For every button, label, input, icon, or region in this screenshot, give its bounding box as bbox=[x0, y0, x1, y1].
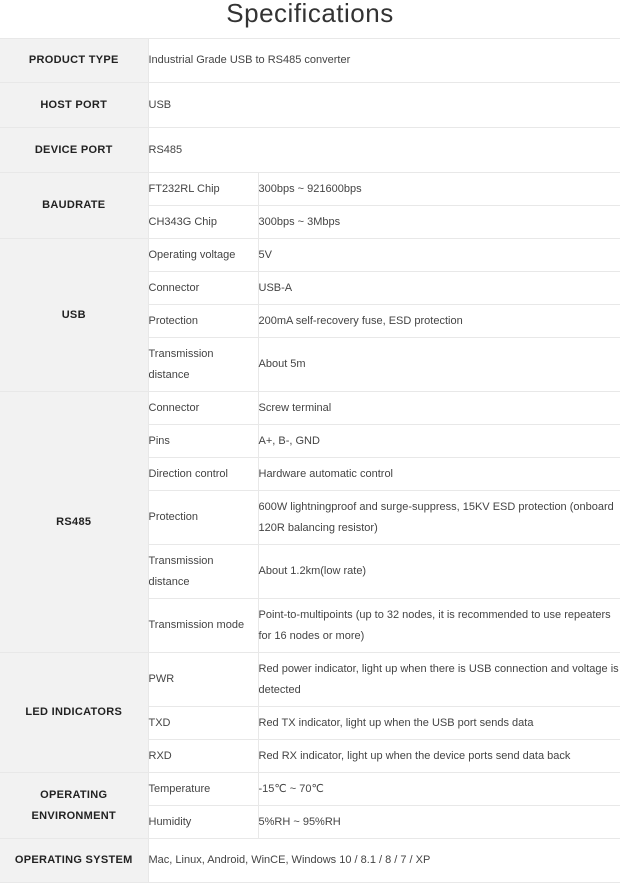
baudrate-sub-label: FT232RL Chip bbox=[148, 173, 258, 206]
rs485-sub-label: Transmission mode bbox=[148, 599, 258, 653]
environment-sub-label: Humidity bbox=[148, 806, 258, 839]
rs485-value: 600W lightningproof and surge-suppress, 15KV ESD protection (onboard 120R balancing resistor) bbox=[258, 491, 620, 545]
environment-value: -15℃ ~ 70℃ bbox=[258, 773, 620, 806]
row-label-host-port: HOST PORT bbox=[0, 83, 148, 128]
host-port-value: USB bbox=[148, 83, 620, 128]
row-label-device-port: DEVICE PORT bbox=[0, 128, 148, 173]
rs485-value: Point-to-multipoints (up to 32 nodes, it is recommended to use repeaters for 16 nodes or more) bbox=[258, 599, 620, 653]
usb-value: 5V bbox=[258, 239, 620, 272]
row-label-operating-environment: OPERATING ENVIRONMENT bbox=[0, 773, 148, 839]
environment-sub-label: Temperature bbox=[148, 773, 258, 806]
baudrate-value: 300bps ~ 921600bps bbox=[258, 173, 620, 206]
table-row bbox=[0, 392, 620, 425]
rs485-value: Hardware automatic control bbox=[258, 458, 620, 491]
rs485-sub-label: Transmission distance bbox=[148, 545, 258, 599]
usb-value: USB-A bbox=[258, 272, 620, 305]
usb-sub-label: Connector bbox=[148, 272, 258, 305]
usb-sub-label: Transmission distance bbox=[148, 338, 258, 392]
rs485-value: About 1.2km(low rate) bbox=[258, 545, 620, 599]
row-label-led-indicators: LED INDICATORS bbox=[0, 653, 148, 773]
device-port-value: RS485 bbox=[148, 128, 620, 173]
table-row bbox=[0, 128, 620, 173]
usb-value: About 5m bbox=[258, 338, 620, 392]
baudrate-sub-label: CH343G Chip bbox=[148, 206, 258, 239]
row-label-baudrate: BAUDRATE bbox=[0, 173, 148, 239]
usb-sub-label: Protection bbox=[148, 305, 258, 338]
led-value: Red power indicator, light up when there is USB connection and voltage is detected bbox=[258, 653, 620, 707]
rs485-sub-label: Connector bbox=[148, 392, 258, 425]
row-label-rs485: RS485 bbox=[0, 392, 148, 653]
specifications-table bbox=[0, 38, 620, 883]
led-sub-label: PWR bbox=[148, 653, 258, 707]
table-row bbox=[0, 239, 620, 272]
led-value: Red TX indicator, light up when the USB port sends data bbox=[258, 707, 620, 740]
baudrate-value: 300bps ~ 3Mbps bbox=[258, 206, 620, 239]
table-row bbox=[0, 173, 620, 206]
page-title: Specifications bbox=[226, 0, 394, 28]
rs485-sub-label: Pins bbox=[148, 425, 258, 458]
row-label-product-type: PRODUCT TYPE bbox=[0, 39, 148, 83]
operating-system-value: Mac, Linux, Android, WinCE, Windows 10 / 8.1 / 8 / 7 / XP bbox=[148, 839, 620, 883]
led-value: Red RX indicator, light up when the device ports send data back bbox=[258, 740, 620, 773]
led-sub-label: TXD bbox=[148, 707, 258, 740]
environment-value: 5%RH ~ 95%RH bbox=[258, 806, 620, 839]
usb-sub-label: Operating voltage bbox=[148, 239, 258, 272]
rs485-sub-label: Direction control bbox=[148, 458, 258, 491]
usb-value: 200mA self-recovery fuse, ESD protection bbox=[258, 305, 620, 338]
rs485-sub-label: Protection bbox=[148, 491, 258, 545]
rs485-value: Screw terminal bbox=[258, 392, 620, 425]
table-row bbox=[0, 773, 620, 806]
table-row bbox=[0, 653, 620, 707]
row-label-usb: USB bbox=[0, 239, 148, 392]
table-row bbox=[0, 83, 620, 128]
table-row bbox=[0, 839, 620, 883]
rs485-value: A+, B-, GND bbox=[258, 425, 620, 458]
table-row bbox=[0, 39, 620, 83]
led-sub-label: RXD bbox=[148, 740, 258, 773]
row-label-operating-system: OPERATING SYSTEM bbox=[0, 839, 148, 883]
product-type-value: Industrial Grade USB to RS485 converter bbox=[148, 39, 620, 83]
